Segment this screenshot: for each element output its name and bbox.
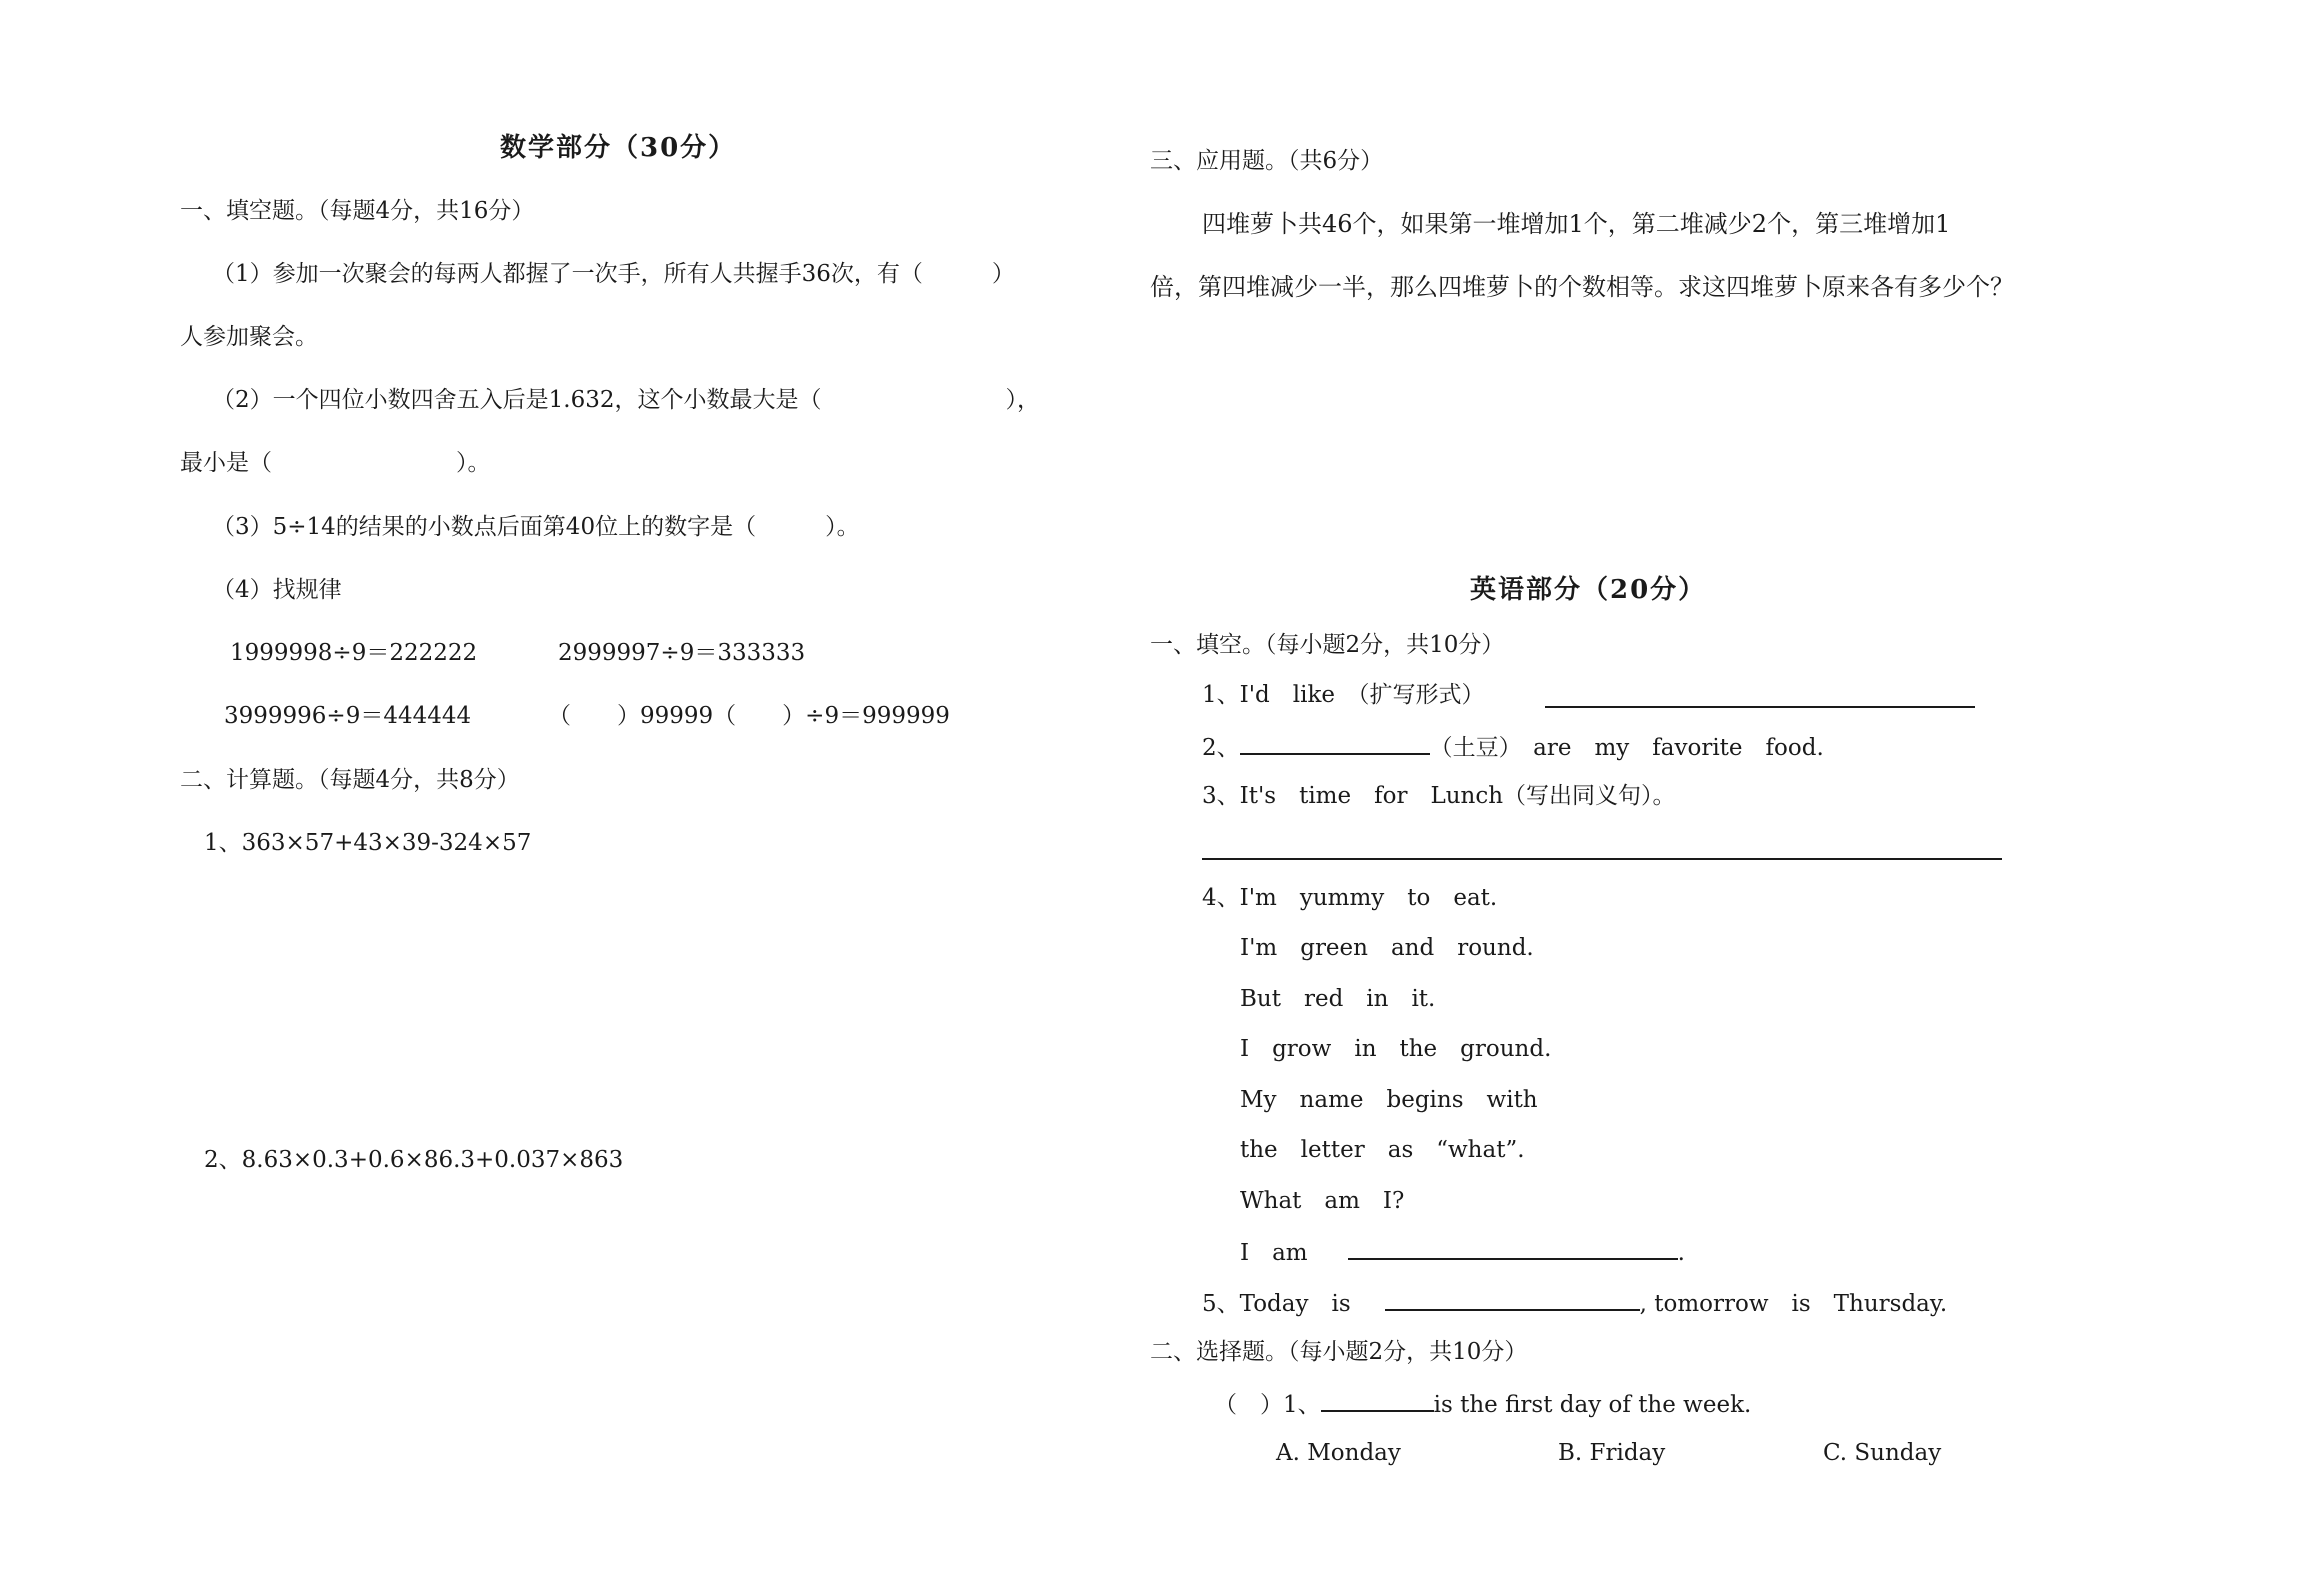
answer-line[interactable] — [1545, 706, 1975, 708]
f2-number: 2、 — [1202, 735, 1240, 761]
applied-line1: 四堆萝卜共46个，如果第一堆增加1个，第二堆减少2个，第三堆增加1 — [1202, 210, 1951, 238]
applied-line2: 倍，第四堆减少一半，那么四堆萝卜的个数相等。求这四堆萝卜原来各有多少个？ — [1150, 273, 2014, 301]
math-section — [0, 0, 1130, 1595]
riddle-line: My name begins with — [1240, 1087, 1538, 1113]
english-choice-heading: 二、选择题。（每小题2分，共10分） — [1150, 1339, 1528, 1365]
answer-line[interactable] — [1202, 858, 2002, 860]
riddle-answer — [1240, 1236, 1685, 1268]
riddle-answer-period: . — [1677, 1240, 1685, 1266]
pattern-item: 3999996÷9＝444444 — [224, 703, 472, 729]
answer-blank[interactable] — [1321, 1388, 1434, 1412]
answer-blank[interactable] — [1348, 1236, 1678, 1260]
math-q3: （3）5÷14的结果的小数点后面第40位上的数字是（ ）。 — [212, 514, 860, 540]
riddle-line: I grow in the ground. — [1240, 1036, 1552, 1062]
riddle-line: I'm green and round. — [1240, 935, 1534, 961]
math-q2-line2: 最小是（ ）。 — [180, 450, 491, 476]
choice-option-b[interactable]: B. Friday — [1558, 1440, 1666, 1466]
riddle-answer-prefix: I am — [1240, 1240, 1308, 1266]
math-q2-line1: （2）一个四位小数四舍五入后是1.632，这个小数最大是（ ）， — [212, 387, 1040, 413]
math-q4: （4）找规律 — [212, 577, 342, 603]
choice-text: is the first day of the week. — [1433, 1392, 1752, 1418]
english-fill-heading: 一、填空。（每小题2分，共10分） — [1150, 632, 1505, 658]
riddle-line: the letter as “what”. — [1240, 1137, 1525, 1163]
math-q1-line1: （1）参加一次聚会的每两人都握了一次手，所有人共握手36次，有（ ） — [212, 261, 1015, 287]
math-calc-1: 1、363×57+43×39-324×57 — [204, 830, 532, 856]
math-title: 数学部分（30分） — [500, 133, 737, 163]
riddle-line: But red in it. — [1240, 986, 1436, 1012]
math-calc-heading: 二、计算题。（每题4分，共8分） — [180, 767, 520, 793]
pattern-item: （ ）99999（ ）÷9＝999999 — [548, 703, 950, 729]
english-f3: 3、It's time for Lunch（写出同义句）。 — [1202, 783, 1676, 809]
choice-option-c[interactable]: C. Sunday — [1823, 1440, 1942, 1466]
riddle-line: What am I? — [1240, 1188, 1405, 1214]
english-f5 — [1202, 1287, 1947, 1319]
pattern-item: 1999998÷9＝222222 — [230, 640, 478, 666]
riddle-line: 4、I'm yummy to eat. — [1202, 885, 1498, 911]
pattern-item: 2999997÷9＝333333 — [558, 640, 806, 666]
math-calc-2: 2、8.63×0.3+0.6×86.3+0.037×863 — [204, 1147, 624, 1173]
choice-question — [1214, 1388, 1751, 1420]
english-title: 英语部分（20分） — [1470, 575, 1707, 605]
f5-suffix: , tomorrow is Thursday. — [1639, 1291, 1948, 1317]
choice-option-a[interactable]: A. Monday — [1276, 1440, 1401, 1466]
f5-prefix: 5、Today is — [1202, 1291, 1351, 1317]
f2-text: （土豆） are my favorite food. — [1429, 735, 1824, 761]
choice-prefix: （ ）1、 — [1214, 1392, 1321, 1418]
applied-heading: 三、应用题。（共6分） — [1150, 148, 1384, 174]
english-f1: 1、I'd like （扩写形式） — [1202, 682, 1485, 708]
math-fill-heading: 一、填空题。（每题4分，共16分） — [180, 198, 535, 224]
answer-blank[interactable] — [1385, 1287, 1640, 1311]
english-f2 — [1202, 731, 1824, 763]
math-q1-line2: 人参加聚会。 — [180, 324, 318, 350]
answer-blank[interactable] — [1240, 731, 1430, 755]
right-column — [1130, 0, 2304, 1595]
